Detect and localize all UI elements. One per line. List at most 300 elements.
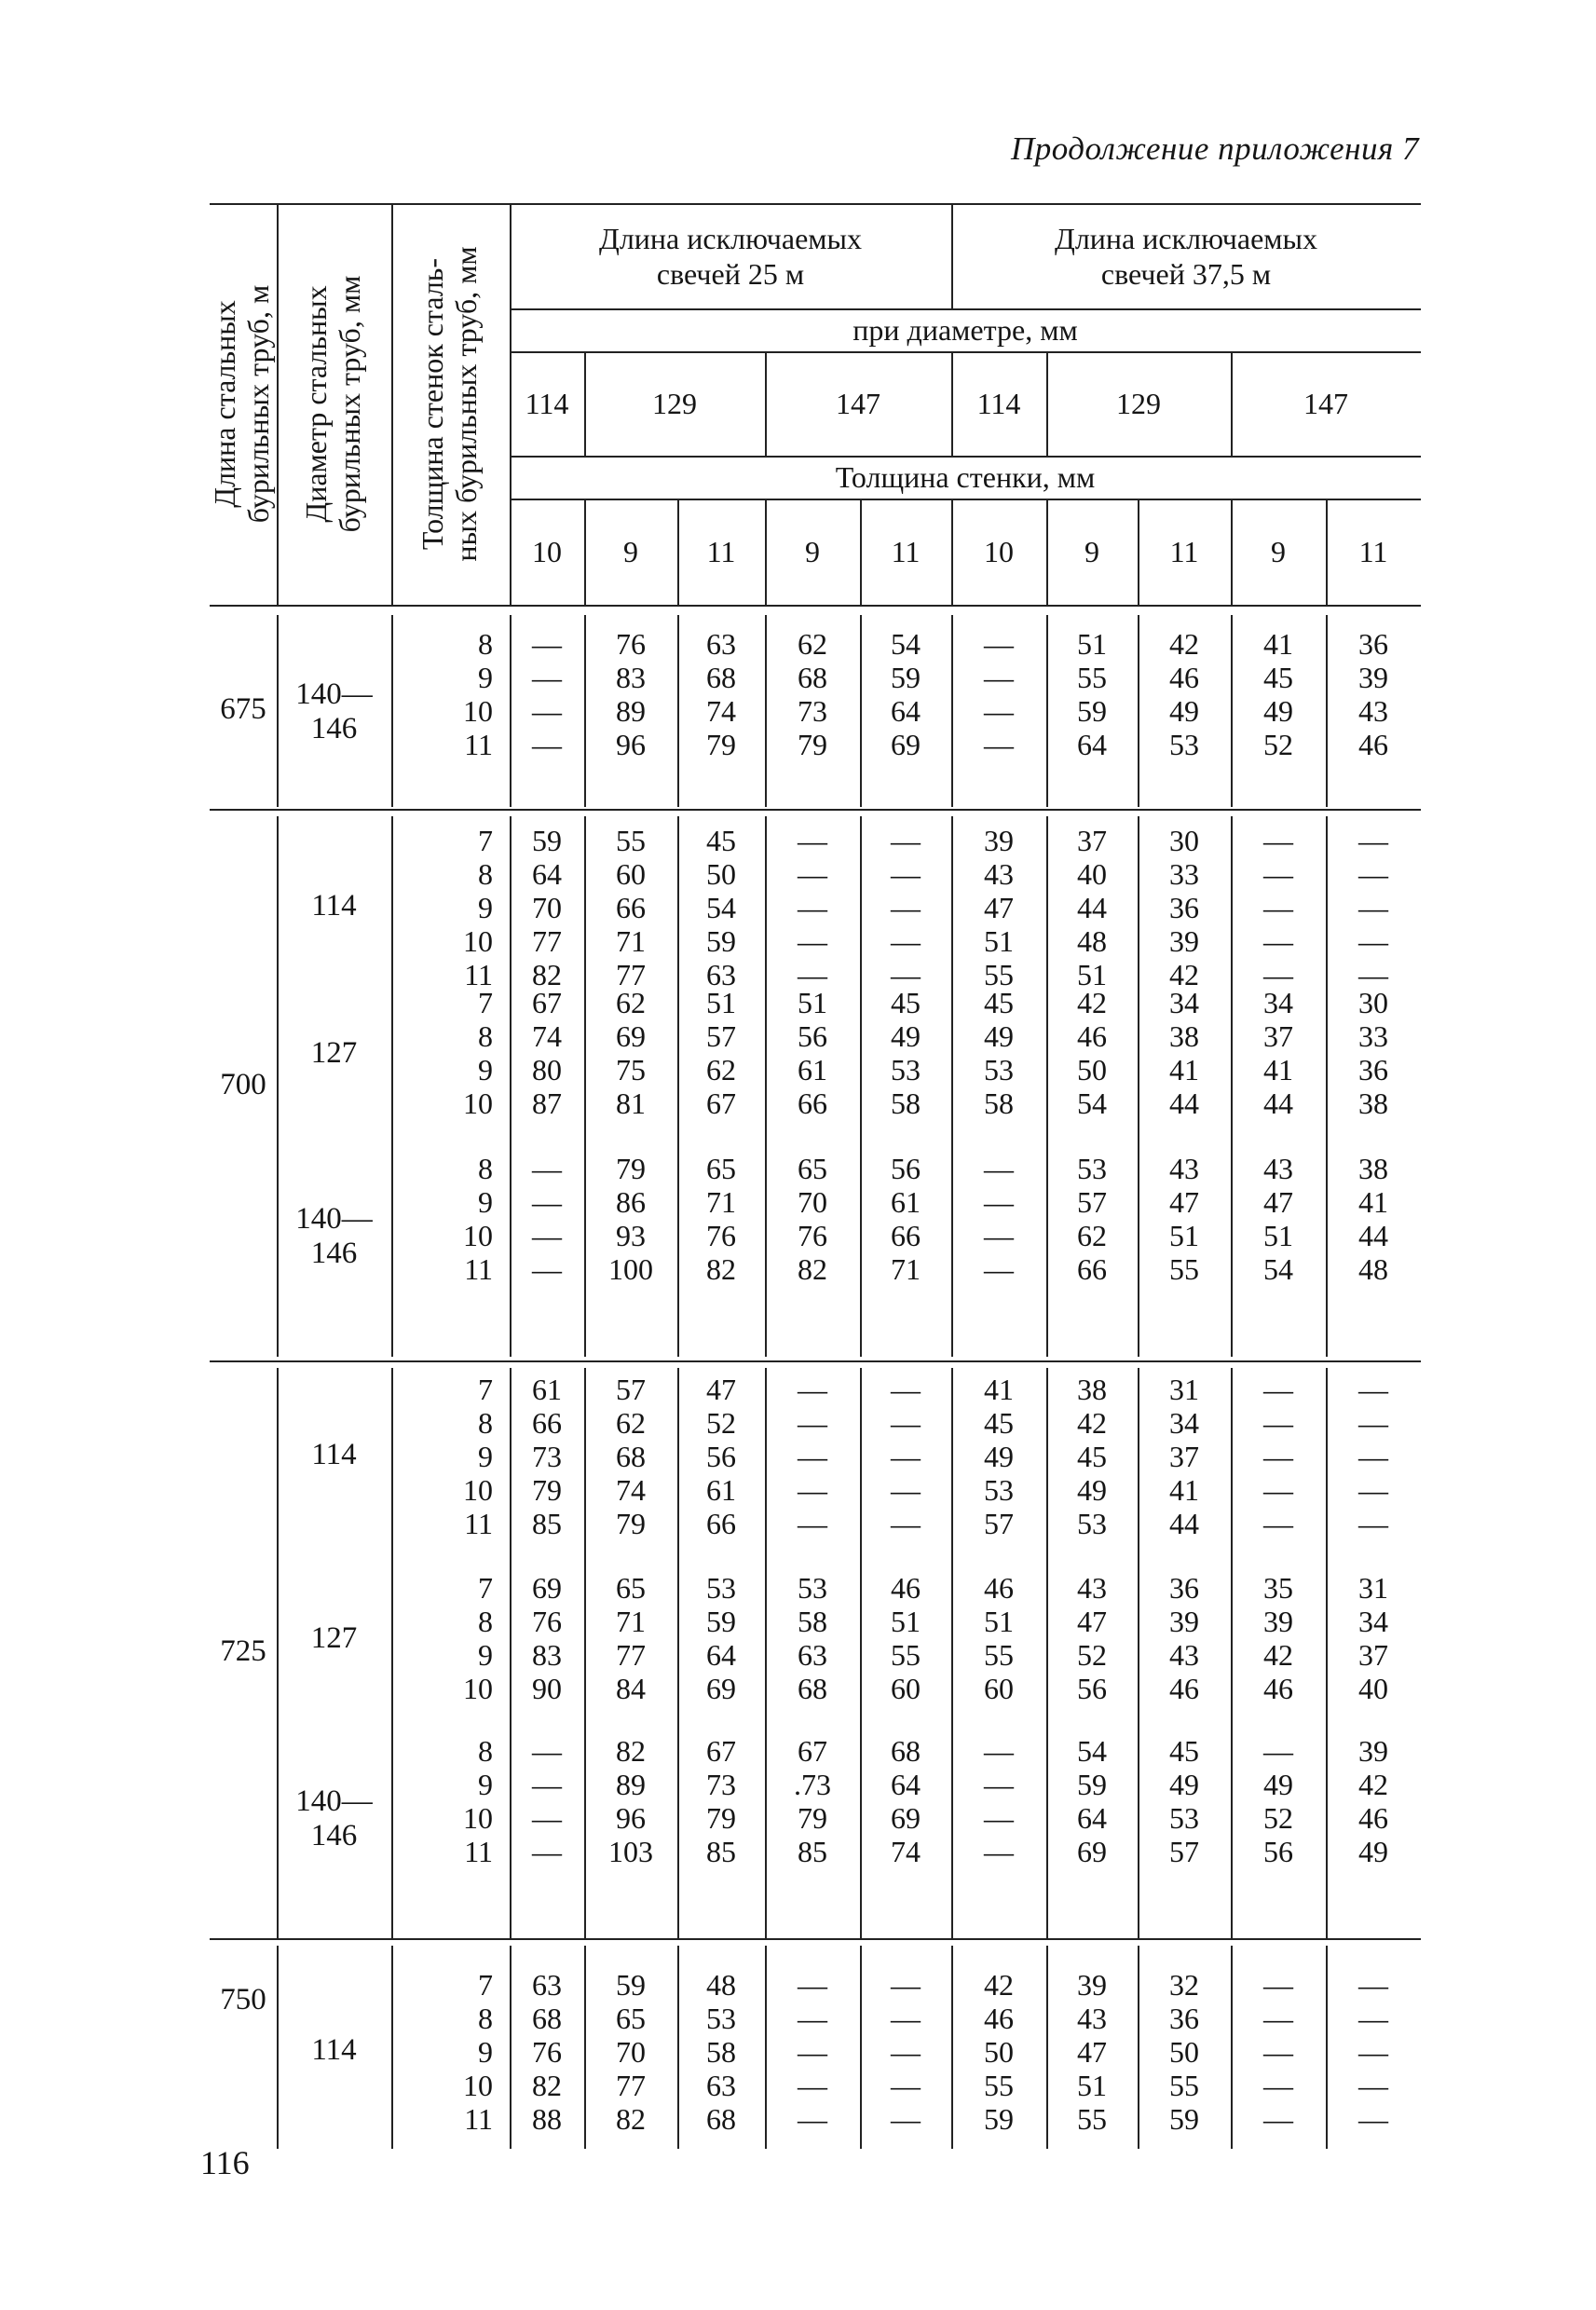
table-value: 66 <box>706 1507 736 1540</box>
table-value: 49 <box>1358 1835 1388 1868</box>
table-value: 69 <box>891 1801 921 1835</box>
table-value: 96 <box>616 728 646 761</box>
table-value: 57 <box>984 1507 1014 1540</box>
table-value: 67 <box>532 986 562 1019</box>
table-value: — <box>984 1252 1014 1286</box>
table-value: 65 <box>706 1152 736 1185</box>
pipe-diameter: 140—146 <box>295 1202 373 1270</box>
table-value: — <box>1358 2035 1388 2069</box>
wall-thickness-value: 9 <box>478 661 493 694</box>
table-value: 67 <box>706 1734 736 1768</box>
table-value: 46 <box>891 1571 921 1605</box>
value-column <box>860 1373 951 1540</box>
table-value: — <box>984 1734 1014 1768</box>
table-value: 64 <box>1077 1801 1107 1835</box>
value-column <box>1138 986 1231 1120</box>
table-value: 34 <box>1358 1605 1388 1638</box>
value-column <box>677 824 765 991</box>
table-value: 46 <box>1263 1672 1293 1705</box>
table-value: 64 <box>891 1768 921 1801</box>
table-value: 50 <box>706 857 736 891</box>
table-value: 43 <box>1169 1638 1199 1672</box>
table-value: 66 <box>1077 1252 1107 1286</box>
table-value: — <box>891 958 921 991</box>
wall-thickness-value: 11 <box>464 2102 493 2136</box>
table-value: 51 <box>984 1605 1014 1638</box>
table-value: — <box>891 891 921 924</box>
table-value: 34 <box>1263 986 1293 1019</box>
table-value: 51 <box>706 986 736 1019</box>
table-value: 82 <box>706 1252 736 1286</box>
table-value: — <box>532 1768 562 1801</box>
table-value: 58 <box>706 2035 736 2069</box>
table-value: 57 <box>616 1373 646 1406</box>
wall-thickness-value: 7 <box>478 1373 493 1406</box>
table-value: 30 <box>1358 986 1388 1019</box>
value-column <box>1046 1571 1138 1705</box>
table-value: — <box>1263 1373 1293 1406</box>
value-column <box>677 627 765 761</box>
table-value: 69 <box>616 1019 646 1053</box>
value-column <box>860 986 951 1120</box>
table-value: — <box>798 1473 827 1507</box>
table-value: 49 <box>1169 1768 1199 1801</box>
table-value: 46 <box>1077 1019 1107 1053</box>
value-column <box>951 627 1046 761</box>
value-column <box>1138 1152 1231 1286</box>
header-diameter-value: 147 <box>1303 387 1348 420</box>
table-value: — <box>891 1373 921 1406</box>
table-value: — <box>532 1835 562 1868</box>
table-value: 54 <box>1263 1252 1293 1286</box>
table-value: — <box>532 661 562 694</box>
value-column <box>1046 1968 1138 2136</box>
table-value: 82 <box>616 2102 646 2136</box>
table-value: 70 <box>616 2035 646 2069</box>
table-value: 56 <box>1263 1835 1293 1868</box>
table-value: 39 <box>1077 1968 1107 2002</box>
table-value: — <box>891 824 921 857</box>
table-value: 46 <box>1358 728 1388 761</box>
table-value: 55 <box>1077 661 1107 694</box>
table-value: — <box>1263 2035 1293 2069</box>
table-value: 39 <box>1358 1734 1388 1768</box>
value-column <box>677 1734 765 1868</box>
value-column <box>510 1734 584 1868</box>
pipe-diameter: 127 <box>310 1621 358 1655</box>
table-value: 60 <box>984 1672 1014 1705</box>
table-value: 34 <box>1169 986 1199 1019</box>
table-value: — <box>1263 1968 1293 2002</box>
table-value: 66 <box>798 1087 827 1120</box>
table-value: 41 <box>1263 1053 1293 1087</box>
table-value: 68 <box>891 1734 921 1768</box>
table-value: 76 <box>532 2035 562 2069</box>
table-value: — <box>1263 1440 1293 1473</box>
value-column <box>1326 1152 1421 1286</box>
table-value: 34 <box>1169 1406 1199 1440</box>
table-value: — <box>891 1406 921 1440</box>
table-value: — <box>1358 824 1388 857</box>
value-column <box>1326 1968 1421 2136</box>
value-column <box>1046 986 1138 1120</box>
table-value: 65 <box>798 1152 827 1185</box>
table-value: 39 <box>1263 1605 1293 1638</box>
table-value: 79 <box>616 1152 646 1185</box>
table-value: 38 <box>1358 1152 1388 1185</box>
value-column <box>677 1373 765 1540</box>
table-value: 61 <box>798 1053 827 1087</box>
table-value: 57 <box>706 1019 736 1053</box>
table-value: 51 <box>798 986 827 1019</box>
value-column <box>677 1968 765 2136</box>
table-value: 66 <box>616 891 646 924</box>
table-value: 39 <box>1358 661 1388 694</box>
table-value: — <box>891 1968 921 2002</box>
table-value: 49 <box>1263 1768 1293 1801</box>
table-value: 55 <box>616 824 646 857</box>
header-thickness-value: 9 <box>1271 535 1286 568</box>
table-value: 55 <box>1169 1252 1199 1286</box>
table-value: 46 <box>1169 661 1199 694</box>
table-value: — <box>984 627 1014 661</box>
table-value: 45 <box>891 986 921 1019</box>
table-value: 67 <box>798 1734 827 1768</box>
header-diameter-value: 114 <box>976 387 1021 420</box>
table-value: 59 <box>1077 1768 1107 1801</box>
table-value: 42 <box>1077 1406 1107 1440</box>
value-column <box>765 1968 860 2136</box>
value-column <box>584 1152 677 1286</box>
table-value: — <box>798 857 827 891</box>
pipe-length: 675 <box>220 692 266 726</box>
table-value: 58 <box>984 1087 1014 1120</box>
table-value: 85 <box>532 1507 562 1540</box>
value-column <box>1326 1734 1421 1868</box>
table-value: 48 <box>1077 924 1107 958</box>
table-value: — <box>891 924 921 958</box>
table-value: 51 <box>1263 1219 1293 1252</box>
value-column <box>510 1152 584 1286</box>
table-value: 62 <box>1077 1219 1107 1252</box>
value-column <box>1231 1968 1326 2136</box>
wall-thickness-value: 11 <box>464 1835 493 1868</box>
table-value: 61 <box>706 1473 736 1507</box>
value-column <box>860 1968 951 2136</box>
wall-thickness-value: 9 <box>478 1768 493 1801</box>
wall-thickness-value: 11 <box>464 958 493 991</box>
table-value: 63 <box>532 1968 562 2002</box>
table-value: 43 <box>1358 694 1388 728</box>
table-value: 82 <box>798 1252 827 1286</box>
table-value: 55 <box>1169 2069 1199 2102</box>
value-column <box>860 1152 951 1286</box>
pipe-diameter: 114 <box>311 1438 357 1471</box>
header-thickness-value: 9 <box>623 535 638 568</box>
table-value: 51 <box>1169 1219 1199 1252</box>
table-value: 100 <box>608 1252 653 1286</box>
table-value: 53 <box>706 1571 736 1605</box>
table-value: 51 <box>1077 2069 1107 2102</box>
table-value: 35 <box>1263 1571 1293 1605</box>
wall-thickness-value: 8 <box>478 627 493 661</box>
value-column <box>510 986 584 1120</box>
value-column <box>584 1373 677 1540</box>
table-value: — <box>984 1801 1014 1835</box>
table-value: 31 <box>1358 1571 1388 1605</box>
wall-thickness-values <box>391 1571 510 1705</box>
table-value: 57 <box>1169 1835 1199 1868</box>
table-value: 63 <box>706 958 736 991</box>
table-value: — <box>1263 1734 1293 1768</box>
table-value: — <box>532 1252 562 1286</box>
table-value: 54 <box>706 891 736 924</box>
table-value: — <box>798 824 827 857</box>
table-value: — <box>1263 857 1293 891</box>
table-value: — <box>1263 2069 1293 2102</box>
table-value: — <box>1358 857 1388 891</box>
table-value: 79 <box>706 1801 736 1835</box>
table-value: 45 <box>1169 1734 1199 1768</box>
header-thickness-value: 11 <box>1169 535 1199 568</box>
table-value: 89 <box>616 694 646 728</box>
value-column <box>951 1734 1046 1868</box>
table-value: 68 <box>798 661 827 694</box>
table-value: 74 <box>616 1473 646 1507</box>
page-title: Продолжение приложения 7 <box>1010 130 1419 167</box>
table-value: — <box>1358 2002 1388 2035</box>
table-value: — <box>1263 1507 1293 1540</box>
table-value: — <box>1263 1406 1293 1440</box>
value-column <box>860 1734 951 1868</box>
table-value: 51 <box>1077 958 1107 991</box>
table-value: — <box>984 1768 1014 1801</box>
pipe-diameter: 140—146 <box>295 677 373 745</box>
wall-thickness-values <box>391 1968 510 2136</box>
header-thickness-value: 10 <box>984 535 1014 568</box>
table-value: 53 <box>1169 728 1199 761</box>
header-diameter-of-pipes: Диаметр стальных бурильных труб, мм <box>298 275 366 533</box>
table-value: 47 <box>1077 1605 1107 1638</box>
table-value: 46 <box>984 1571 1014 1605</box>
table-value: 44 <box>1169 1507 1199 1540</box>
table-value: 59 <box>706 1605 736 1638</box>
table-value: 32 <box>1169 1968 1199 2002</box>
value-column <box>860 627 951 761</box>
table-value: 83 <box>532 1638 562 1672</box>
table-value: 58 <box>798 1605 827 1638</box>
table-value: 45 <box>984 1406 1014 1440</box>
table-value: — <box>1263 958 1293 991</box>
table-value: 49 <box>1169 694 1199 728</box>
table-value: 74 <box>891 1835 921 1868</box>
table-value: 69 <box>1077 1835 1107 1868</box>
table-value: 57 <box>1077 1185 1107 1219</box>
table-value: 69 <box>891 728 921 761</box>
wall-thickness-value: 10 <box>463 1219 493 1252</box>
header-thickness-value: 9 <box>805 535 820 568</box>
table-value: 68 <box>532 2002 562 2035</box>
value-column <box>765 1734 860 1868</box>
value-column <box>510 824 584 991</box>
value-column <box>860 824 951 991</box>
table-value: 96 <box>616 1801 646 1835</box>
header-diameter-value: 129 <box>652 387 697 420</box>
table-value: 46 <box>1358 1801 1388 1835</box>
wall-thickness-value: 8 <box>478 1152 493 1185</box>
table-value: 61 <box>532 1373 562 1406</box>
table-value: 59 <box>706 924 736 958</box>
table-value: 82 <box>616 1734 646 1768</box>
table-value: 43 <box>1077 2002 1107 2035</box>
table-value: 54 <box>891 627 921 661</box>
table-value: 73 <box>532 1440 562 1473</box>
table-value: 89 <box>616 1768 646 1801</box>
table-value: 33 <box>1169 857 1199 891</box>
table-value: 37 <box>1263 1019 1293 1053</box>
table-value: 53 <box>1077 1507 1107 1540</box>
value-column <box>1138 1968 1231 2136</box>
wall-thickness-value: 8 <box>478 1734 493 1768</box>
table-value: — <box>984 694 1014 728</box>
wall-thickness-values <box>391 986 510 1120</box>
table-value: — <box>1358 1440 1388 1473</box>
value-column <box>765 986 860 1120</box>
table-value: — <box>984 661 1014 694</box>
value-column <box>1231 1373 1326 1540</box>
value-column <box>1326 627 1421 761</box>
table-value: 44 <box>1077 891 1107 924</box>
section-rule <box>210 1938 1421 1940</box>
value-column <box>1046 1152 1138 1286</box>
table-value: 59 <box>984 2102 1014 2136</box>
pipe-diameter: 127 <box>310 1036 358 1070</box>
section-rule <box>210 809 1421 811</box>
table-value: 71 <box>706 1185 736 1219</box>
header-group-37-5m: Длина исключаемых свечей 37,5 м <box>1054 221 1318 291</box>
table-value: 60 <box>891 1672 921 1705</box>
value-column <box>1046 1373 1138 1540</box>
table-value: 47 <box>1263 1185 1293 1219</box>
table-value: 59 <box>1169 2102 1199 2136</box>
table-value: — <box>1358 891 1388 924</box>
value-column <box>1231 986 1326 1120</box>
table-value: 55 <box>984 1638 1014 1672</box>
value-column <box>1138 824 1231 991</box>
table-value: 55 <box>891 1638 921 1672</box>
value-column <box>951 824 1046 991</box>
wall-thickness-values <box>391 1152 510 1286</box>
wall-thickness-value: 8 <box>478 1605 493 1638</box>
table-value: — <box>1263 924 1293 958</box>
table-value: 43 <box>984 857 1014 891</box>
table-value: 44 <box>1263 1087 1293 1120</box>
header-diameter-value: 114 <box>525 387 569 420</box>
table-value: — <box>798 1440 827 1473</box>
table-value: 50 <box>1169 2035 1199 2069</box>
wall-thickness-value: 7 <box>478 1968 493 2002</box>
table-value: 41 <box>1169 1473 1199 1507</box>
value-column <box>584 824 677 991</box>
table-value: — <box>798 958 827 991</box>
table-value: 63 <box>706 2069 736 2102</box>
value-column <box>584 1968 677 2136</box>
table-value: 42 <box>1169 958 1199 991</box>
table-value: — <box>1358 1507 1388 1540</box>
table-value: 77 <box>616 1638 646 1672</box>
value-column <box>1231 824 1326 991</box>
wall-thickness-value: 8 <box>478 857 493 891</box>
table-value: — <box>891 1440 921 1473</box>
table-value: 63 <box>706 627 736 661</box>
table-value: 79 <box>798 728 827 761</box>
table-value: — <box>1358 1373 1388 1406</box>
header-diameter-value: 147 <box>836 387 880 420</box>
wall-thickness-value: 10 <box>463 924 493 958</box>
pipe-diameter: 114 <box>311 2033 357 2067</box>
table-value: 38 <box>1077 1373 1107 1406</box>
table-value: 41 <box>984 1373 1014 1406</box>
table-value: 52 <box>1263 1801 1293 1835</box>
table-value: 52 <box>1077 1638 1107 1672</box>
table-value: 69 <box>706 1672 736 1705</box>
table-value: 82 <box>532 958 562 991</box>
header-length-of-pipes: Длина стальных бурильных труб, м <box>208 284 275 524</box>
table-value: — <box>532 1185 562 1219</box>
wall-thickness-values <box>391 824 510 991</box>
table-value: — <box>1263 1473 1293 1507</box>
table-value: 49 <box>984 1019 1014 1053</box>
table-value: — <box>984 1219 1014 1252</box>
table-value: 51 <box>1077 627 1107 661</box>
table-value: 53 <box>984 1053 1014 1087</box>
table-value: 49 <box>1077 1473 1107 1507</box>
wall-thickness-value: 10 <box>463 1801 493 1835</box>
table-value: 76 <box>616 627 646 661</box>
table-value: 68 <box>798 1672 827 1705</box>
table-value: 41 <box>1358 1185 1388 1219</box>
table-value: 36 <box>1358 1053 1388 1087</box>
table-value: — <box>798 1968 827 2002</box>
table-value: 44 <box>1358 1219 1388 1252</box>
table-value: 59 <box>1077 694 1107 728</box>
table-value: 41 <box>1169 1053 1199 1087</box>
table-value: 56 <box>1077 1672 1107 1705</box>
value-column <box>1326 824 1421 991</box>
value-column <box>1138 1571 1231 1705</box>
wall-thickness-value: 11 <box>464 1507 493 1540</box>
table-value: 42 <box>1077 986 1107 1019</box>
value-column <box>1326 1571 1421 1705</box>
table-value: 65 <box>616 2002 646 2035</box>
table-value: 55 <box>984 2069 1014 2102</box>
table-value: — <box>1263 824 1293 857</box>
table-value: 54 <box>1077 1734 1107 1768</box>
section-rule <box>210 1360 1421 1362</box>
table-value: 36 <box>1358 627 1388 661</box>
table-value: — <box>798 2035 827 2069</box>
table-value: 53 <box>706 2002 736 2035</box>
table-value: 66 <box>532 1406 562 1440</box>
header-thickness-value: 11 <box>1358 535 1388 568</box>
wall-thickness-value: 9 <box>478 1185 493 1219</box>
table-value: 77 <box>616 2069 646 2102</box>
table-value: 85 <box>798 1835 827 1868</box>
table-value: 79 <box>706 728 736 761</box>
header-thickness-value: 11 <box>706 535 736 568</box>
table-value: 45 <box>1263 661 1293 694</box>
header-column-rule <box>391 203 393 605</box>
